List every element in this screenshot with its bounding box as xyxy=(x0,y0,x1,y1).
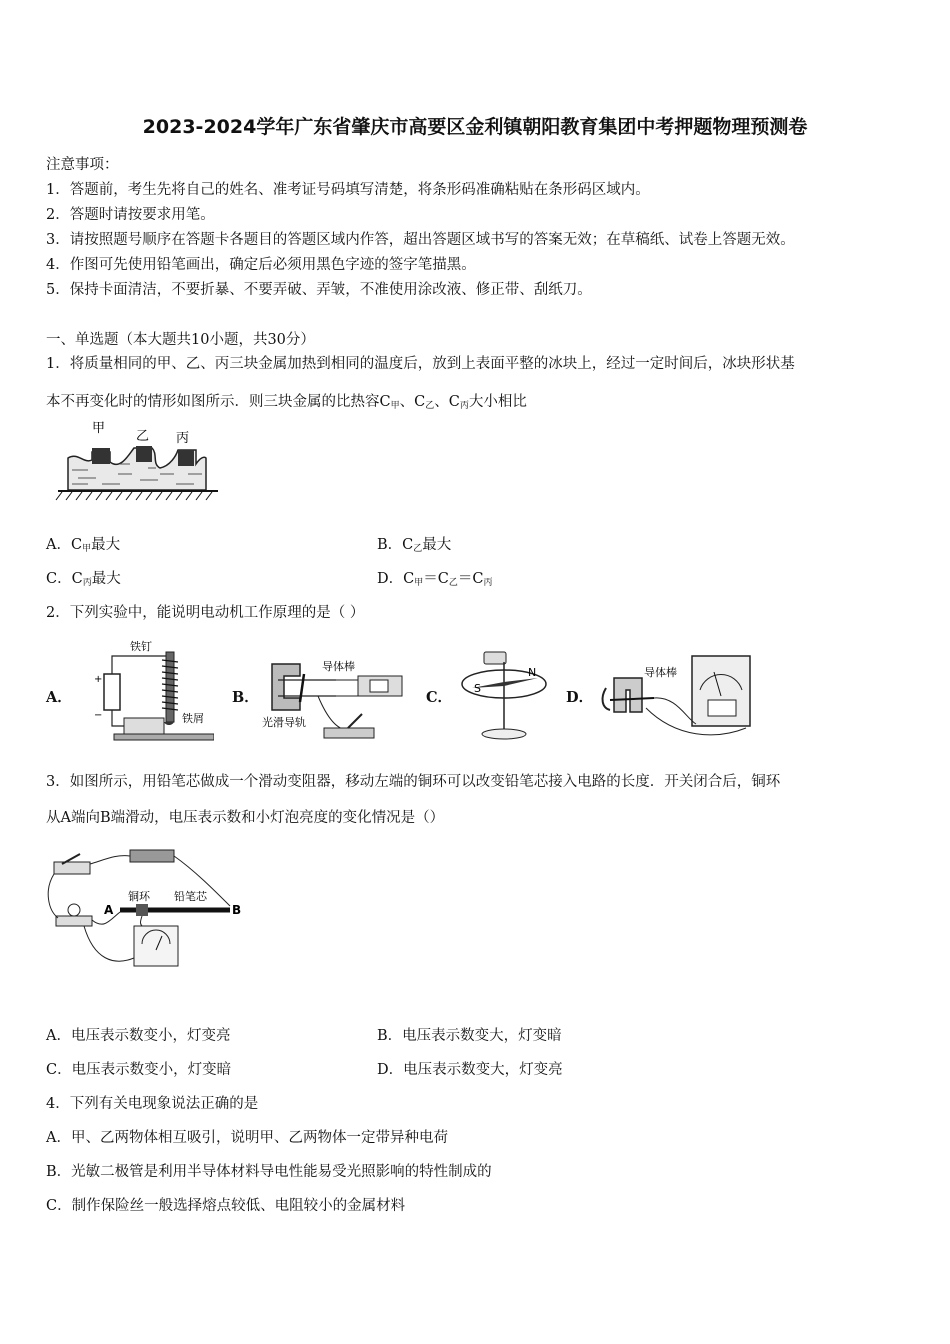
q2-stem: 2．下列实验中，能说明电动机工作原理的是（ ） xyxy=(46,605,365,621)
q4-option-a[interactable]: A．甲、乙两物体相互吸引，说明甲、乙两物体一定带异种电荷 xyxy=(46,1130,448,1146)
q3-option-d[interactable]: D．电压表示数变大，灯变亮 xyxy=(377,1062,563,1078)
svg-text:−: − xyxy=(94,710,103,721)
q1-label-yi: 乙 xyxy=(136,429,150,444)
q2-figure-a-electromagnet[interactable] xyxy=(84,640,214,744)
notice-item-1: 1．答题前，考生先将自己的姓名、准考证号码填写清楚，将条形码准确粘贴在条形码区域内。 xyxy=(46,182,650,198)
svg-text:+: + xyxy=(94,674,103,685)
q3-option-a[interactable]: A．电压表示数变小，灯变亮 xyxy=(46,1028,231,1044)
q4-stem: 4．下列有关电现象说法正确的是 xyxy=(46,1096,259,1112)
q3-option-b[interactable]: B．电压表示数变大，灯变暗 xyxy=(377,1028,562,1044)
q3-stem-line1: 3．如图所示，用铅笔芯做成一个滑动变阻器，移动左端的铜环可以改变铅笔芯接入电路的长度．开关闭合后，铜环 xyxy=(46,774,781,790)
q2-b-rail-label: 光滑导轨 xyxy=(262,716,306,729)
q1-stem-line1: 1．将质量相同的甲、乙、丙三块金属加热到相同的温度后，放到上表面平整的冰块上，经过一定时间后，冰块形状基 xyxy=(46,356,795,372)
q3-circuit-figure xyxy=(44,840,244,980)
q2-option-c-letter[interactable]: C． xyxy=(426,689,453,706)
notice-heading: 注意事项： xyxy=(46,157,119,173)
q2-c-s-label: S xyxy=(474,682,481,695)
notice-item-5: 5．保持卡面清洁，不要折暴、不要弄破、弄皱，不准使用涂改液、修正带、刮纸刀。 xyxy=(46,282,592,298)
q2-option-d-letter[interactable]: D． xyxy=(566,689,594,706)
q2-a-iron-nail-label: 铁钉 xyxy=(130,640,152,653)
q2-figure-c-compass[interactable] xyxy=(456,640,556,744)
q2-c-n-label: N xyxy=(528,666,537,679)
q3-label-a: A xyxy=(104,903,114,917)
q1-option-a[interactable]: A．$C_甲$最大 xyxy=(46,537,121,554)
q2-option-a-letter[interactable]: A． xyxy=(46,689,72,706)
q2-option-b-letter[interactable]: B． xyxy=(232,689,259,706)
q3-option-c[interactable]: C．电压表示数变小，灯变暗 xyxy=(46,1062,232,1078)
q2-a-iron-filings-label: 铁屑 xyxy=(182,712,204,725)
q4-option-b[interactable]: B．光敏二极管是利用半导体材料导电性能易受光照影响的特性制成的 xyxy=(46,1164,492,1180)
section-heading: 一、单选题（本大题共10小题，共30分） xyxy=(46,332,315,348)
q1-option-b[interactable]: B．$C_乙$最大 xyxy=(377,537,452,554)
exam-title: 2023-2024学年广东省肇庆市高要区金利镇朝阳教育集团中考押题物理预测卷 xyxy=(142,116,808,138)
q2-figure-d-galvanometer[interactable] xyxy=(596,648,756,744)
q1-label-jia: 甲 xyxy=(92,421,106,436)
q2-b-rod-label: 导体棒 xyxy=(322,660,355,673)
q4-option-c[interactable]: C．制作保险丝一般选择熔点较低、电阻较小的金属材料 xyxy=(46,1198,406,1214)
q1-option-d[interactable]: D．$C_甲=C_乙=C_丙$ xyxy=(377,571,493,588)
notice-item-4: 4．作图可先使用铅笔画出，确定后必须用黑色字迹的签字笔描黑。 xyxy=(46,257,476,273)
q3-label-lead: 铅笔芯 xyxy=(174,890,207,903)
notice-item-2: 2．答题时请按要求用笔。 xyxy=(46,207,215,223)
q2-d-rod-label: 导体棒 xyxy=(644,666,677,679)
q1-stem-line2: 本不再变化时的情形如图所示．则三块金属的比热容$C_甲$、$C_乙$、$C_丙$大小相比 xyxy=(46,394,527,411)
q1-label-bing: 丙 xyxy=(176,431,190,446)
notice-item-3: 3．请按照题号顺序在答题卡各题目的答题区域内作答，超出答题区域书写的答案无效；在草稿纸、试卷上答题无效。 xyxy=(46,232,795,248)
q1-ice-figure xyxy=(48,418,228,510)
q1-option-c[interactable]: C．$C_丙$最大 xyxy=(46,571,121,588)
q3-label-ring: 铜环 xyxy=(128,890,150,903)
q3-label-b: B xyxy=(232,903,242,917)
q3-stem-line2: 从A端向B端滑动，电压表示数和小灯泡亮度的变化情况是（） xyxy=(46,810,445,826)
q2-figure-b-rails[interactable] xyxy=(258,650,408,746)
